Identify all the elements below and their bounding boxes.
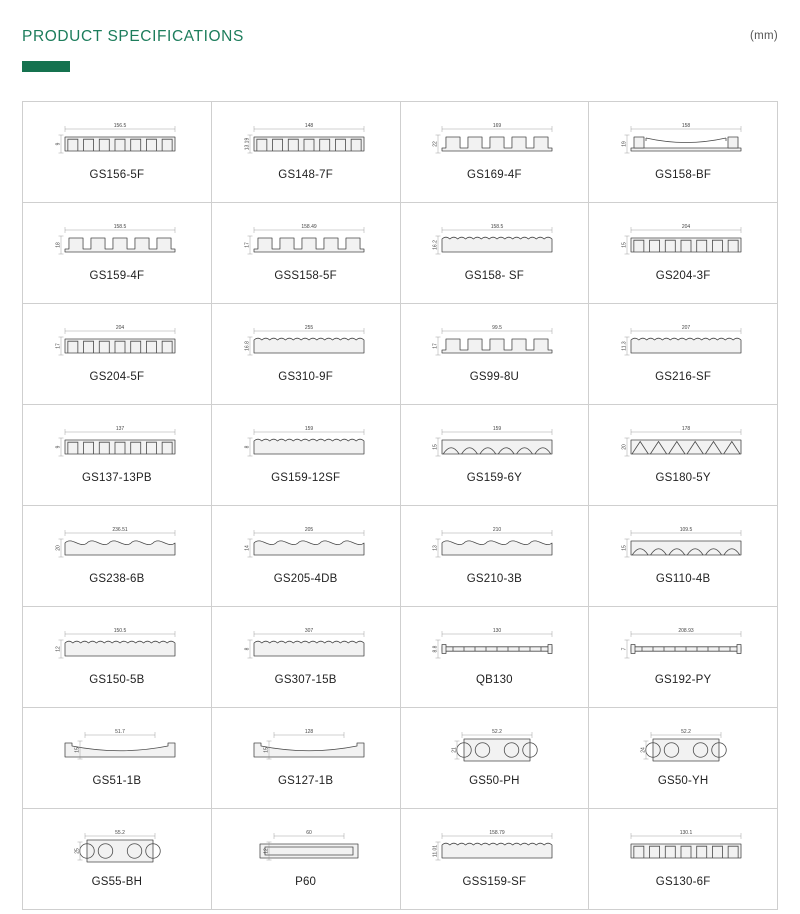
product-cell <box>212 102 401 203</box>
svg-text:52.2: 52.2 <box>681 729 691 735</box>
svg-text:20: 20 <box>621 444 628 450</box>
svg-text:51.7: 51.7 <box>115 729 125 735</box>
product-code: GS156-5F <box>89 169 145 181</box>
product-code: GS55-BH <box>91 876 143 888</box>
svg-text:8.8: 8.8 <box>432 645 439 653</box>
product-grid <box>22 101 778 910</box>
svg-text:7: 7 <box>621 647 628 651</box>
svg-text:207: 207 <box>681 325 691 331</box>
product-cell <box>212 506 401 607</box>
profile-drawing <box>401 815 589 877</box>
profile-drawing <box>589 108 777 170</box>
product-code: QB130 <box>475 674 513 686</box>
svg-text:205: 205 <box>304 527 313 533</box>
svg-text:8: 8 <box>244 647 251 651</box>
product-code: GS159-4F <box>89 270 145 282</box>
svg-text:15: 15 <box>621 242 628 248</box>
product-cell <box>23 607 212 708</box>
svg-text:204: 204 <box>681 224 691 230</box>
product-cell <box>589 607 778 708</box>
product-code: GS204-5F <box>89 371 145 383</box>
profile-drawing <box>212 815 400 877</box>
svg-text:99.5: 99.5 <box>492 325 503 331</box>
product-cell <box>23 405 212 506</box>
profile-drawing <box>212 714 400 776</box>
svg-text:158.49: 158.49 <box>300 224 317 230</box>
product-code: GS99-8U <box>469 371 520 383</box>
svg-text:24: 24 <box>640 747 647 753</box>
svg-text:204: 204 <box>115 325 125 331</box>
product-code: GSS158-5F <box>274 270 337 282</box>
svg-text:14: 14 <box>244 545 251 551</box>
svg-text:255: 255 <box>304 325 313 331</box>
product-cell <box>212 809 401 910</box>
product-cell <box>23 809 212 910</box>
svg-text:55.2: 55.2 <box>115 830 125 836</box>
profile-drawing <box>212 108 400 170</box>
product-code: GS159-12SF <box>271 472 341 484</box>
svg-text:13: 13 <box>432 545 439 551</box>
product-cell <box>401 607 590 708</box>
product-code: GS127-1B <box>277 775 334 787</box>
product-code: GS158- SF <box>464 270 525 282</box>
svg-text:210: 210 <box>493 527 502 533</box>
page-title: PRODUCT SPECIFICATIONS <box>22 28 244 45</box>
profile-drawing <box>23 512 211 574</box>
profile-drawing <box>589 714 777 776</box>
profile-drawing <box>23 613 211 675</box>
product-cell <box>212 708 401 809</box>
product-code: GS310-9F <box>278 371 333 383</box>
product-cell <box>23 304 212 405</box>
product-cell <box>401 102 590 203</box>
product-cell <box>589 405 778 506</box>
svg-text:22: 22 <box>432 141 439 147</box>
product-cell <box>401 506 590 607</box>
product-code: GS137-13PB <box>81 472 152 484</box>
svg-text:17: 17 <box>55 343 62 349</box>
product-cell <box>589 304 778 405</box>
profile-drawing <box>589 411 777 473</box>
svg-text:15: 15 <box>74 747 81 753</box>
svg-text:158.5: 158.5 <box>113 224 127 230</box>
product-code: GS238-6B <box>89 573 145 585</box>
unit-label: (mm) <box>749 30 778 42</box>
product-cell <box>589 506 778 607</box>
product-code: GS150-5B <box>89 674 145 686</box>
product-cell <box>401 304 590 405</box>
profile-drawing <box>589 512 777 574</box>
profile-drawing <box>401 512 589 574</box>
svg-text:20: 20 <box>55 545 62 551</box>
svg-text:13.19: 13.19 <box>244 137 251 151</box>
product-code: GS50-PH <box>469 775 520 787</box>
profile-drawing <box>23 411 211 473</box>
svg-text:19: 19 <box>621 141 628 147</box>
svg-text:60: 60 <box>305 830 312 836</box>
svg-text:11.01: 11.01 <box>432 844 439 858</box>
product-cell <box>589 809 778 910</box>
accent-bar <box>22 61 70 72</box>
page-header <box>22 28 778 88</box>
product-cell <box>212 304 401 405</box>
svg-text:15: 15 <box>263 747 270 753</box>
product-cell <box>401 405 590 506</box>
product-code: GS130-6F <box>655 876 711 888</box>
profile-drawing <box>212 209 400 271</box>
product-cell <box>401 809 590 910</box>
product-cell <box>23 102 212 203</box>
svg-text:208.93: 208.93 <box>678 628 694 634</box>
product-code: GS180-5Y <box>655 472 711 484</box>
product-code: GS50-YH <box>657 775 709 787</box>
svg-text:128: 128 <box>304 729 313 735</box>
product-code: P60 <box>295 876 317 888</box>
product-cell <box>212 607 401 708</box>
profile-drawing <box>589 209 777 271</box>
product-code: GS307-15B <box>274 674 337 686</box>
svg-text:17: 17 <box>432 343 439 349</box>
svg-text:11.3: 11.3 <box>621 341 628 351</box>
product-code: GSS159-SF <box>462 876 527 888</box>
product-cell <box>212 203 401 304</box>
product-code: GS169-4F <box>467 169 522 181</box>
product-code: GS216-SF <box>655 371 712 383</box>
profile-drawing <box>589 310 777 372</box>
product-code: GS158-BF <box>655 169 712 181</box>
product-code: GS159-6Y <box>466 472 523 484</box>
product-code: GS148-7F <box>278 169 333 181</box>
product-cell <box>589 708 778 809</box>
profile-drawing <box>23 310 211 372</box>
svg-text:148: 148 <box>304 123 313 129</box>
product-cell <box>401 203 590 304</box>
svg-text:12: 12 <box>263 848 270 854</box>
svg-text:130: 130 <box>493 628 502 634</box>
svg-text:158.5: 158.5 <box>491 224 504 230</box>
svg-text:158: 158 <box>681 123 691 129</box>
profile-drawing <box>23 108 211 170</box>
product-code: GS204-3F <box>655 270 711 282</box>
svg-text:8: 8 <box>244 445 251 449</box>
svg-text:236.51: 236.51 <box>112 527 128 533</box>
product-code: GS51-1B <box>92 775 142 787</box>
svg-text:130.1: 130.1 <box>679 830 693 836</box>
product-code: GS192-PY <box>654 674 712 686</box>
svg-text:15: 15 <box>432 444 439 450</box>
product-cell <box>23 506 212 607</box>
profile-drawing <box>401 209 589 271</box>
product-cell <box>589 203 778 304</box>
profile-drawing <box>23 815 211 877</box>
profile-drawing <box>401 411 589 473</box>
svg-text:9: 9 <box>55 445 62 449</box>
svg-text:25: 25 <box>74 848 81 854</box>
svg-text:137: 137 <box>115 426 125 432</box>
profile-drawing <box>212 613 400 675</box>
product-cell <box>589 102 778 203</box>
profile-drawing <box>401 108 589 170</box>
profile-drawing <box>212 411 400 473</box>
svg-text:307: 307 <box>304 628 313 634</box>
svg-text:159: 159 <box>304 426 313 432</box>
svg-text:17: 17 <box>244 242 251 248</box>
profile-drawing <box>23 209 211 271</box>
profile-drawing <box>23 714 211 776</box>
product-cell <box>212 405 401 506</box>
profile-drawing <box>589 613 777 675</box>
svg-text:52.2: 52.2 <box>492 729 503 735</box>
svg-text:109.5: 109.5 <box>679 527 693 533</box>
profile-drawing <box>589 815 777 877</box>
svg-text:178: 178 <box>681 426 691 432</box>
svg-text:16.2: 16.2 <box>432 240 439 250</box>
svg-text:18: 18 <box>55 242 62 248</box>
profile-drawing <box>212 512 400 574</box>
svg-text:169: 169 <box>493 123 502 129</box>
profile-drawing <box>401 310 589 372</box>
svg-text:159: 159 <box>493 426 502 432</box>
product-cell <box>23 708 212 809</box>
product-code: GS205-4DB <box>273 573 338 585</box>
svg-text:158.79: 158.79 <box>489 830 506 836</box>
product-code: GS210-3B <box>466 573 523 585</box>
svg-text:9: 9 <box>55 142 62 146</box>
svg-text:21: 21 <box>451 747 458 753</box>
profile-drawing <box>401 613 589 675</box>
svg-text:15: 15 <box>621 545 628 551</box>
product-cell <box>401 708 590 809</box>
svg-text:156.5: 156.5 <box>113 123 127 129</box>
profile-drawing <box>212 310 400 372</box>
product-code: GS110-4B <box>655 573 711 585</box>
svg-text:16.8: 16.8 <box>244 341 251 351</box>
product-cell <box>23 203 212 304</box>
svg-text:150.5: 150.5 <box>113 628 127 634</box>
profile-drawing <box>401 714 589 776</box>
svg-text:12: 12 <box>55 646 62 652</box>
